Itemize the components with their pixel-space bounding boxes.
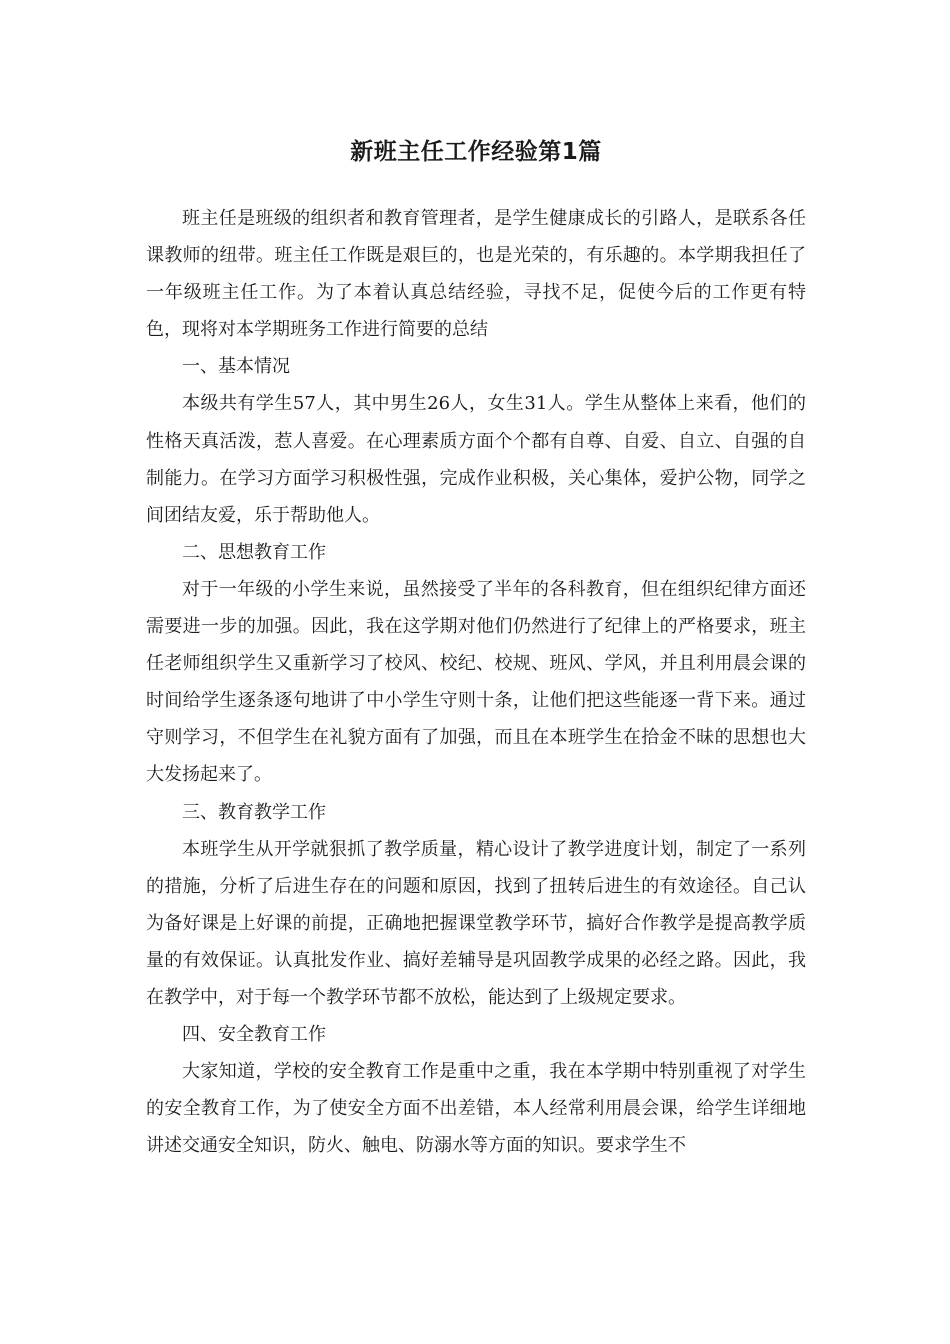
section-heading-safety: 四、安全教育工作	[182, 1024, 326, 1046]
section-body-basic: 本级共有学生57人，其中男生26人，女生31人。学生从整体上来看，他们的性格天真活泼，惹人喜爱。在心理素质方面个个都有自尊、自爱、自立、自强的自制能力。在学习方面学习积极性强，完成作业积极，关心集体，爱护公物，同学之间团结友爱，乐于帮助他人。	[146, 393, 806, 526]
section-body-safety: 大家知道，学校的安全教育工作是重中之重，我在本学期中特别重视了对学生的安全教育工作，为了使安全方面不出差错，本人经常利用晨会课，给学生详细地讲述交通安全知识，防火、触电、防溺水等方面的知识。要求学生不	[146, 1061, 806, 1157]
section-body-teaching: 本班学生从开学就狠抓了教学质量，精心设计了教学进度计划，制定了一系列的措施，分析了后进生存在的问题和原因，找到了扭转后进生的有效途径。自己认为备好课是上好课的前提，正确地把握课堂教学环节，搞好合作教学是提高教学质量的有效保证。认真批发作业、搞好差辅导是巩固教学成果的必经之路。因此，我在教学中，对于每一个教学环节都不放松，能达到了上级规定要求。	[146, 838, 806, 1008]
intro-paragraph: 班主任是班级的组织者和教育管理者，是学生健康成长的引路人，是联系各任课教师的纽带。班主任工作既是艰巨的，也是光荣的，有乐趣的。本学期我担任了一年级班主任工作。为了本着认真总结经验，寻找不足，促使今后的工作更有特色，现将对本学期班务工作进行简要的总结	[146, 208, 806, 341]
document-page	[146, 128, 806, 1164]
section-heading-teaching: 三、教育教学工作	[182, 801, 326, 823]
section-heading-ideology: 二、思想教育工作	[182, 541, 326, 563]
document-title: 新班主任工作经验第1篇	[350, 139, 602, 165]
section-body-ideology: 对于一年级的小学生来说，虽然接受了半年的各科教育，但在组织纪律方面还需要进一步的加强。因此，我在这学期对他们仍然进行了纪律上的严格要求，班主任老师组织学生又重新学习了校风、校纪、校规、班风、学风，并且利用晨会课的时间给学生逐条逐句地讲了中小学生守则十条，让他们把这些能逐一背下来。通过守则学习，不但学生在礼貌方面有了加强，而且在本班学生在拾金不昧的思想也大大发扬起来了。	[146, 578, 806, 786]
section-heading-basic: 一、基本情况	[182, 356, 290, 378]
